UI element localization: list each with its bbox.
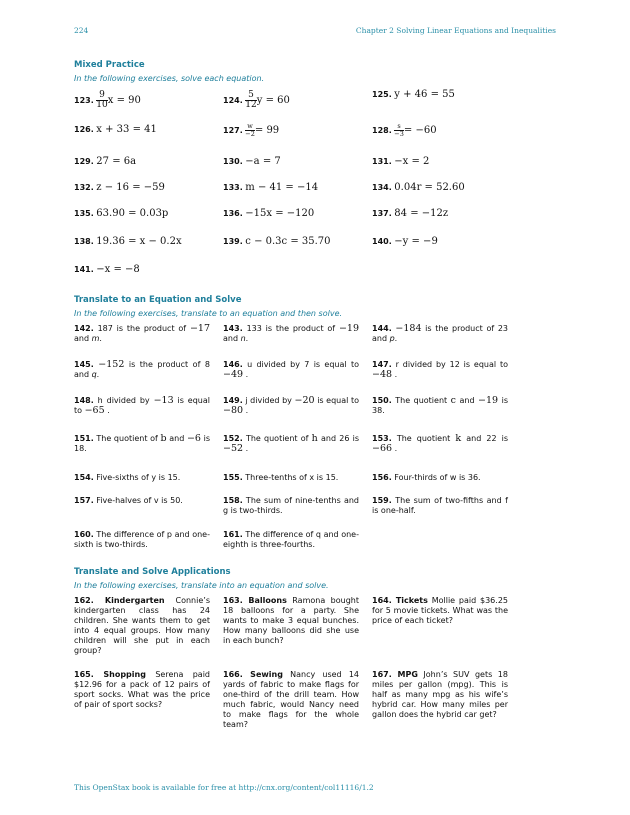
footer-note: This OpenStax book is available for free at http://cnx.org/content/col11116/1.2 — [74, 783, 374, 792]
page-number: 224 — [74, 26, 89, 35]
exercise-165: 165. Shopping Serena paid $12.96 for a pack of 12 pairs of sport socks. What was the price of pair of sport socks? — [74, 670, 211, 709]
exercise-138: 138. 19.36 = x − 0.2x — [74, 236, 182, 247]
exercise-135: 135. 63.90 = 0.03p — [74, 208, 169, 219]
exercise-157: 157. Five-halves of v is 50. — [74, 496, 183, 505]
exercise-166: 166. Sewing Nancy used 14 yards of fabric to make flags for one-third of the drill team. How much fabric, would Nancy need to make flags for the whole team? — [223, 670, 359, 729]
exercise-129: 129. 27 = 6a — [74, 156, 137, 167]
exercise-156: 156. Four-thirds of w is 36. — [372, 473, 481, 482]
running-head — [74, 26, 556, 38]
exercise-144: 144. −184 is the product of 23 and p. — [372, 323, 508, 343]
exercise-132: 132. z − 16 = −59 — [74, 182, 165, 193]
exercise-162: 162. Kindergarten Connie’s kindergarten class has 24 children. She wants them to get into 4 equal groups. How many children will she put in each group? — [74, 596, 210, 655]
exercise-125: 125. y + 46 = 55 — [372, 89, 455, 100]
exercise-153: 153. The quotient k and 22 is −66 . — [372, 433, 508, 454]
exercise-141: 141. −x = −8 — [74, 264, 140, 275]
exercise-140: 140. −y = −9 — [372, 236, 438, 247]
exercise-128: 128. $\frac{s}{-3}$ = −60 — [372, 122, 437, 138]
exercise-142: 142. 187 is the product of −17 and m. — [74, 323, 210, 343]
section-title-mixed-practice: Mixed Practice — [74, 60, 145, 70]
exercise-126: 126. x + 33 = 41 — [74, 124, 157, 135]
exercise-167: 167. MPG John’s SUV gets 18 miles per gallon (mpg). This is half as many mpg as his wife’s hybrid car. How many miles per gallon does the hybrid car get? — [372, 670, 508, 719]
exercise-130: 130. −a = 7 — [223, 156, 281, 167]
section-instructions-translate: In the following exercises, translate to an equation and then solve. — [74, 309, 343, 318]
section-instructions-mixed-practice: In the following exercises, solve each equation. — [74, 74, 265, 83]
exercise-152: 152. The quotient of h and 26 is −52 . — [223, 433, 360, 454]
chapter-title: Chapter 2 Solving Linear Equations and Inequalities — [355, 26, 556, 35]
exercise-164: 164. Tickets Mollie paid $36.25 for 5 movie tickets. What was the price of each ticket? — [372, 596, 508, 625]
section-title-translate: Translate to an Equation and Solve — [74, 295, 242, 305]
exercise-151: 151. The quotient of b and −6 is 18. — [74, 433, 210, 453]
exercise-143: 143. 133 is the product of −19 and n. — [223, 323, 359, 343]
exercise-148: 148. h divided by −13 is equal to −65 . — [74, 395, 211, 416]
exercise-131: 131. −x = 2 — [372, 156, 430, 167]
exercise-127: 127. $\frac{w}{-2}$ = 99 — [223, 122, 280, 138]
exercise-124: 124. $\frac{5}{12}$ y = 60 — [223, 90, 290, 110]
exercise-133: 133. m − 41 = −14 — [223, 182, 319, 193]
exercise-123: 123. $\frac{9}{10}$ x = 90 — [74, 90, 141, 110]
exercise-161: 161. The difference of q and one-eighth is three-fourths. — [223, 530, 359, 549]
exercise-134: 134. 0.04r = 52.60 — [372, 182, 465, 193]
exercise-149: 149. j divided by −20 is equal to −80 . — [223, 395, 360, 416]
exercise-155: 155. Three-tenths of x is 15. — [223, 473, 339, 482]
exercise-159: 159. The sum of two-fifths and f is one-half. — [372, 496, 508, 515]
exercise-146: 146. u divided by 7 is equal to −49 . — [223, 360, 359, 380]
exercise-145: 145. −152 is the product of 8 and q. — [74, 359, 210, 379]
exercise-139: 139. c − 0.3c = 35.70 — [223, 236, 331, 247]
exercise-147: 147. r divided by 12 is equal to −48 . — [372, 360, 508, 380]
section-instructions-applications: In the following exercises, translate into an equation and solve. — [74, 581, 329, 590]
exercise-160: 160. The difference of p and one-sixth is two-thirds. — [74, 530, 210, 549]
exercise-154: 154. Five-sixths of y is 15. — [74, 473, 181, 482]
exercise-150: 150. The quotient c and −19 is 38. — [372, 395, 508, 415]
exercise-163: 163. Balloons Ramona bought 18 balloons for a party. She wants to make 3 equal bunches. How many balloons did she use in each bunch? — [223, 596, 359, 645]
exercise-137: 137. 84 = −12z — [372, 208, 449, 219]
exercise-136: 136. −15x = −120 — [223, 208, 315, 219]
exercise-158: 158. The sum of nine-tenths and g is two-thirds. — [223, 496, 359, 515]
section-title-applications: Translate and Solve Applications — [74, 567, 231, 577]
